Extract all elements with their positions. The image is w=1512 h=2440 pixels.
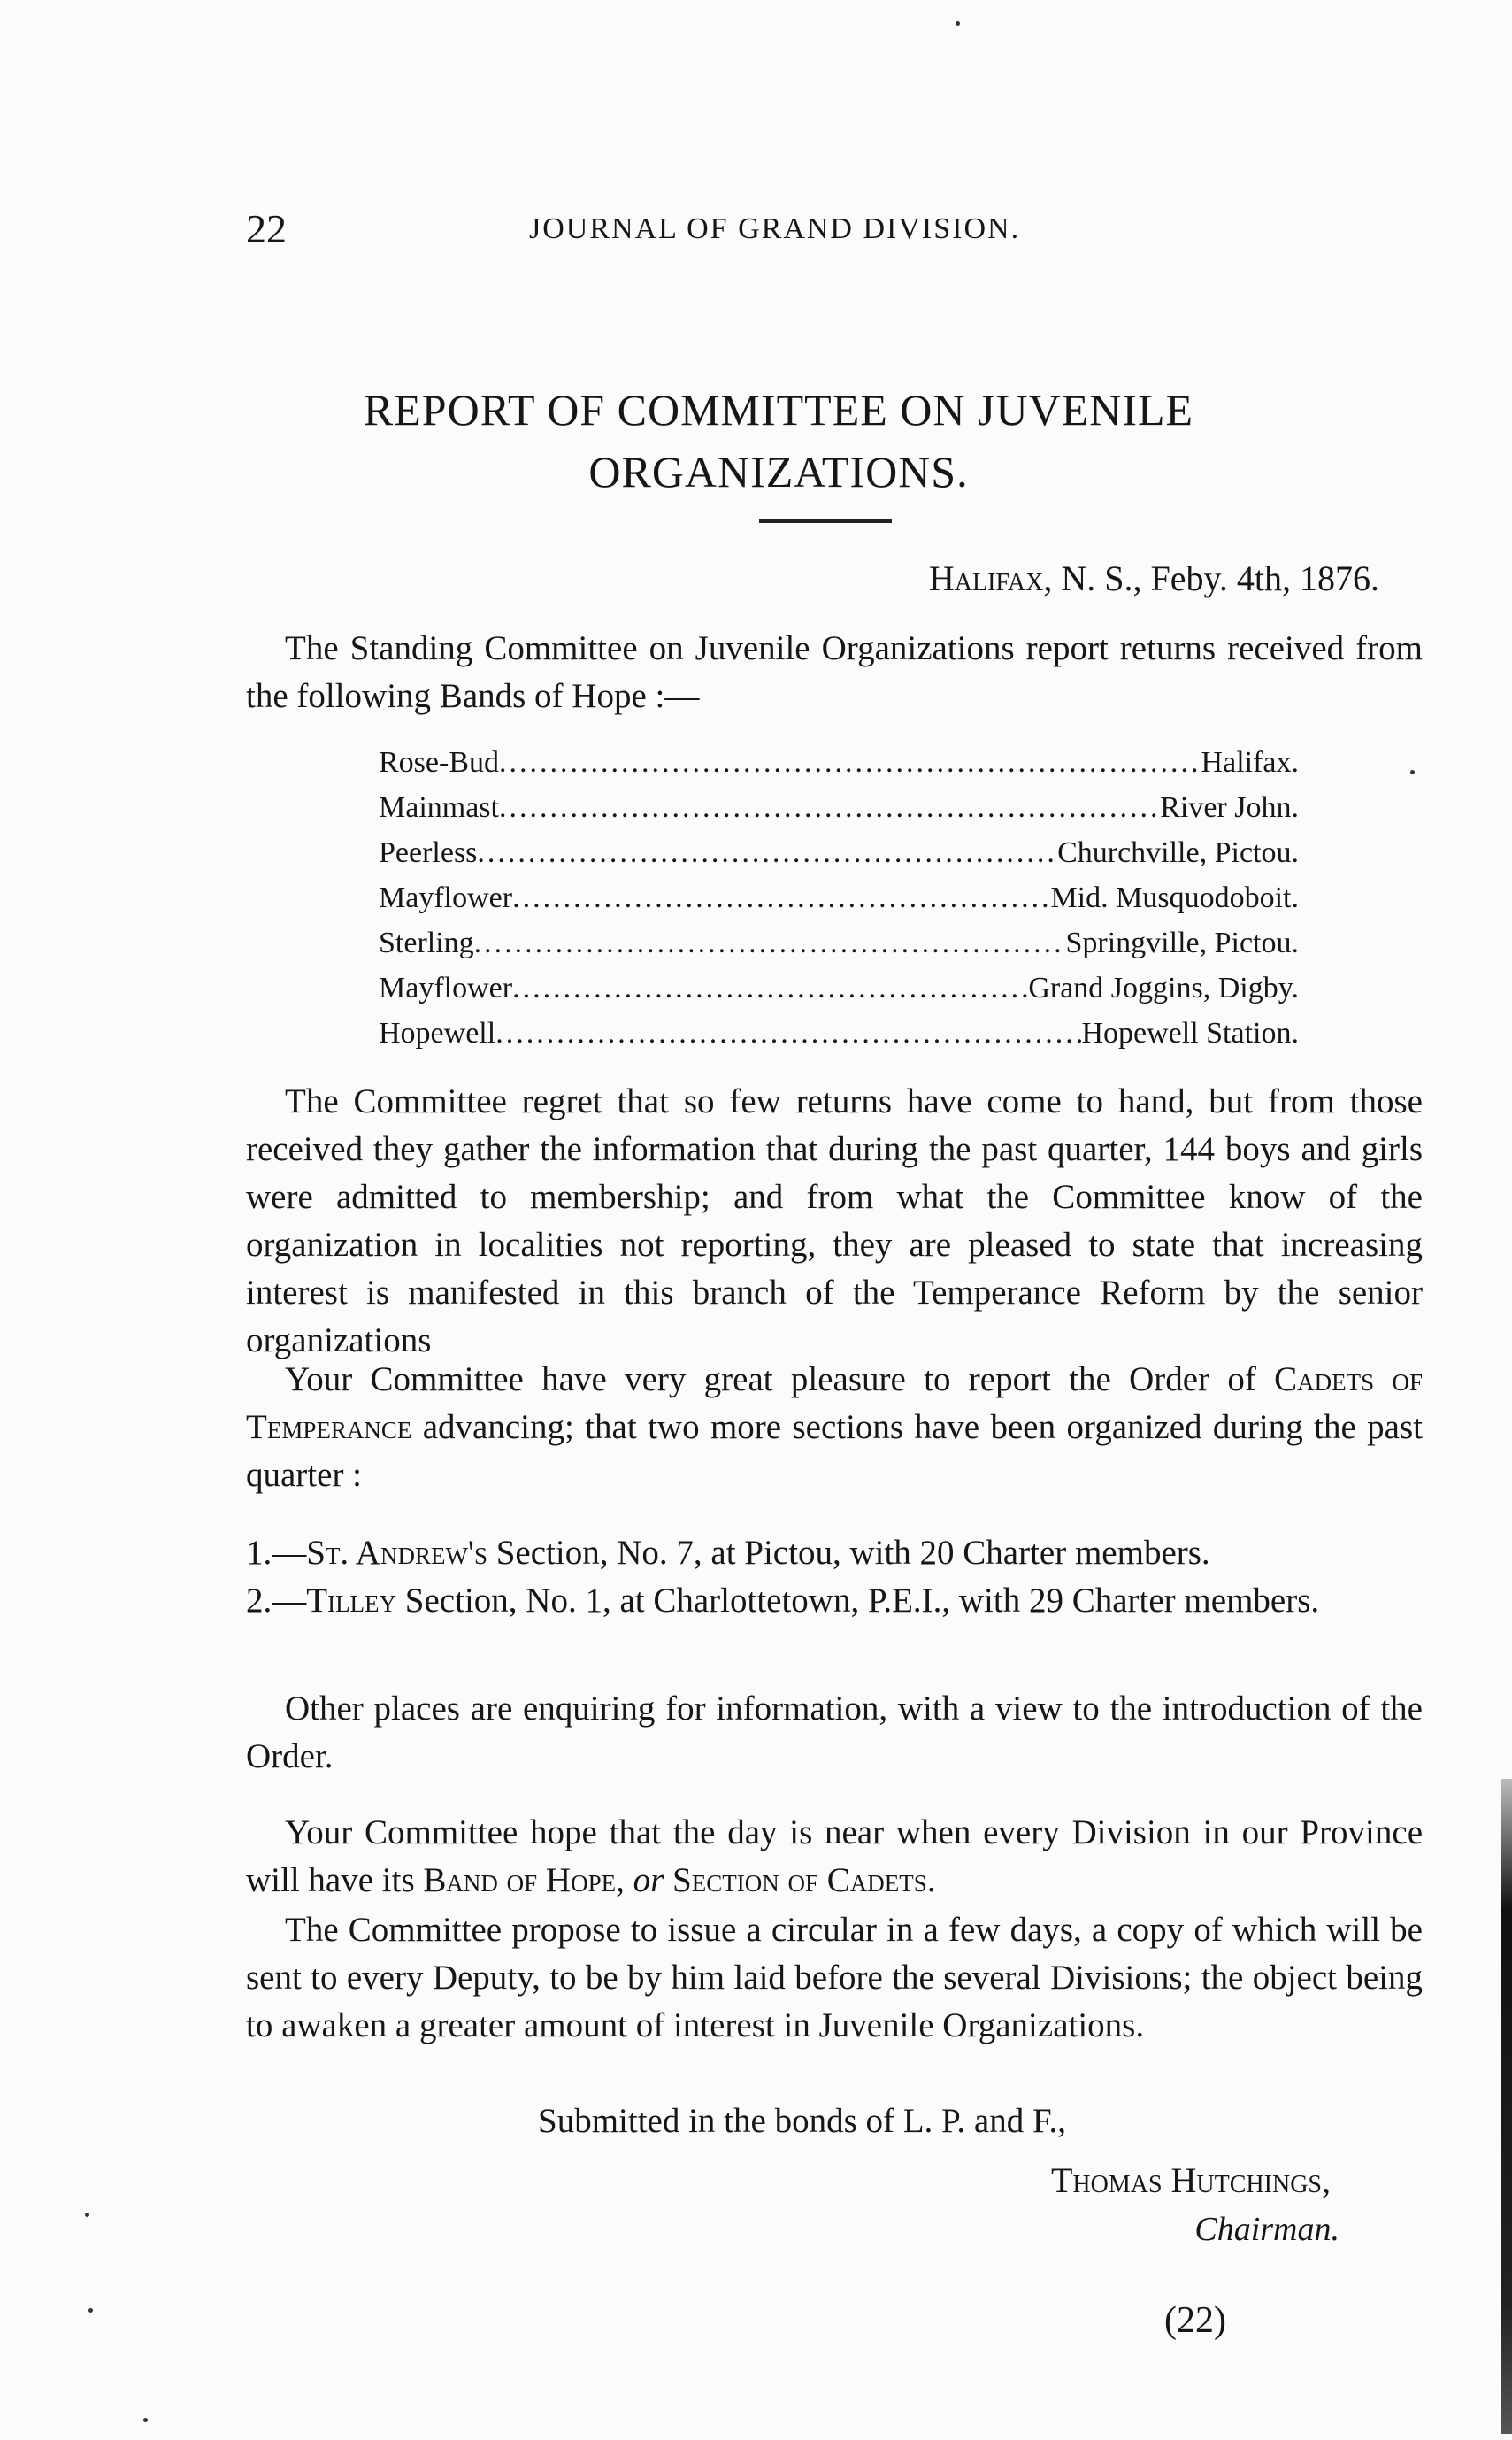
list-item	[379, 966, 1299, 1011]
paragraph-returns: The Committee regret that so few returns have come to hand, but from those received they gather the information that during the past quarter, 144 boys and girls were admitted to membership; and from what the Committee know of the organization in localities not reporting, they are pleased to state that increasing interest is manifested in this branch of the Temperance Reform by the senior organizations	[246, 1082, 1423, 1359]
band-name: Mainmast	[379, 791, 499, 824]
signature-name: Thomas Hutchings,	[1050, 2160, 1331, 2200]
paragraph-circular: The Committee propose to issue a circular in a few days, a copy of which will be sent to every Deputy, to be by him laid before the several Divisions; the object being to awaken a greater amount of interest in Juvenile Organizations.	[246, 1911, 1423, 2044]
report-title	[221, 379, 1336, 503]
report-title-line-2: ORGANIZATIONS.	[588, 447, 969, 496]
band-name: Peerless	[379, 836, 478, 869]
scan-speck	[88, 2308, 93, 2313]
journal-title: JOURNAL OF GRAND DIVISION.	[529, 212, 1021, 245]
scan-speck	[85, 2213, 89, 2217]
scan-speck	[956, 21, 960, 26]
report-title-line-1: REPORT OF COMMITTEE ON JUVENILE	[363, 385, 1194, 435]
page-edge-shadow	[1501, 1779, 1512, 2434]
dateline	[929, 558, 1379, 599]
band-place: Churchville, Pictou.	[1057, 836, 1299, 869]
band-place: Springville, Pictou.	[1065, 927, 1299, 959]
paragraph-other-places: Other places are enquiring for information, with a view to the introduction of the Order.	[246, 1690, 1423, 1775]
signature-title: Chairman.	[1194, 2211, 1339, 2248]
list-item: 1.—St. Andrew's Section, No. 7, at Pictou, with 20 Charter members.	[246, 1534, 1210, 1572]
list-item	[379, 785, 1299, 830]
section-name: St. Andrew's	[306, 1534, 487, 1572]
band-name: Sterling	[379, 927, 474, 959]
band-place: Hopewell Station.	[1081, 1017, 1299, 1050]
band-name: Mayflower	[379, 881, 513, 914]
band-place: Halifax.	[1201, 746, 1299, 779]
section-name: Tilley	[306, 1582, 397, 1620]
list-item	[379, 740, 1299, 785]
new-sections-list	[246, 1529, 1423, 1625]
list-item	[379, 1011, 1299, 1056]
title-rule	[759, 519, 892, 523]
list-item	[379, 830, 1299, 875]
scan-speck	[1410, 770, 1415, 774]
intro-paragraph: The Standing Committee on Juvenile Organizations report returns received from the following Bands of Hope :—	[246, 629, 1423, 715]
band-name: Hopewell	[379, 1017, 496, 1050]
paragraph-band-of-hope: Your Committee hope that the day is near when every Division in our Province will have its Band of Hope, or Section of Cadets.	[246, 1813, 1423, 1899]
paragraph-cadets: Your Committee have very great pleasure to report the Order of Cadets of Temperance advancing; that two more sections have been organized during the past quarter :	[246, 1360, 1423, 1494]
closing-line: Submitted in the bonds of L. P. and F.,	[538, 2102, 1067, 2140]
list-item: 2.—Tilley Section, No. 1, at Charlottetown, P.E.I., with 29 Charter members.	[246, 1582, 1320, 1620]
band-of-hope-term: Band of Hope	[423, 1861, 617, 1899]
band-place: Grand Joggins, Digby.	[1028, 972, 1299, 1004]
band-name: Rose-Bud	[379, 746, 499, 779]
bands-of-hope-list	[379, 740, 1299, 1056]
band-place: Mid. Musquodoboit.	[1050, 881, 1299, 914]
cadets-of-temperance: Cadets of Temperance	[246, 1360, 1423, 1446]
dateline-place: Halifax	[928, 558, 1044, 598]
list-item	[379, 875, 1299, 920]
dateline-rest: , N. S., Feby. 4th, 1876.	[1043, 558, 1379, 598]
page-number: 22	[246, 206, 287, 251]
band-place: River John.	[1160, 791, 1299, 824]
section-of-cadets-term: Section of Cadets	[672, 1861, 927, 1899]
running-head	[246, 205, 1290, 258]
scan-speck	[143, 2418, 148, 2422]
footer-page-number: (22)	[1164, 2300, 1226, 2341]
list-item	[379, 920, 1299, 966]
band-name: Mayflower	[379, 972, 513, 1004]
